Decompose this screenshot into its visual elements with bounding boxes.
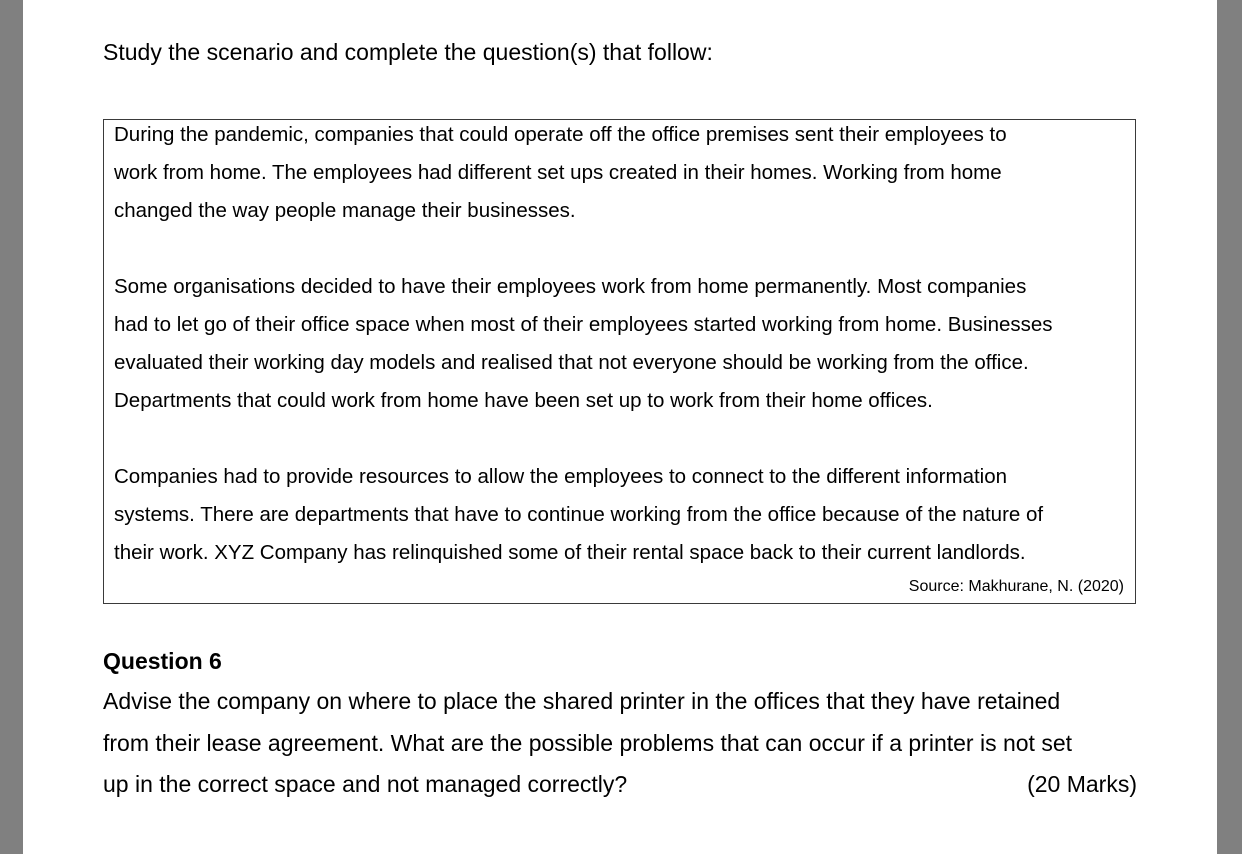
scenario-line: Departments that could work from home have been set up to work from their home offices. [114, 389, 933, 412]
scenario-box [103, 119, 1136, 604]
question-body [103, 681, 1137, 806]
question-line: from their lease agreement. What are the possible problems that can occur if a printer is not set [103, 729, 1073, 756]
scenario-paragraph-3 [114, 458, 1043, 572]
scenario-line: their work. XYZ Company has relinquished some of their rental space back to their current landlords. [114, 541, 1026, 564]
scenario-line: Companies had to provide resources to allow the employees to connect to the different information [114, 465, 1008, 488]
document-page [23, 0, 1217, 854]
scenario-line: evaluated their working day models and realised that not everyone should be working from the office. [114, 351, 1029, 374]
scenario-line: systems. There are departments that have to continue working from the office because of the nature of [114, 503, 1044, 526]
scenario-line: Some organisations decided to have their employees work from home permanently. Most companies [114, 275, 1027, 298]
question-line: Advise the company on where to place the shared printer in the offices that they have retained [103, 688, 1061, 714]
scenario-paragraph-1 [114, 116, 1007, 230]
scenario-paragraph-2 [114, 268, 1053, 420]
question-line-last [103, 764, 1137, 806]
instruction-text: Study the scenario and complete the question(s) that follow: [103, 39, 713, 65]
marks-label: (20 Marks) [1027, 771, 1137, 797]
question-line: up in the correct space and not managed correctly? [103, 771, 628, 797]
scenario-line: work from home. The employees had different set ups created in their homes. Working from home [114, 161, 1002, 184]
question-title: Question 6 [103, 648, 222, 674]
scenario-line: During the pandemic, companies that could operate off the office premises sent their employees to [114, 123, 1007, 146]
scenario-line: changed the way people manage their businesses. [114, 199, 576, 222]
scenario-line: had to let go of their office space when most of their employees started working from home. Businesses [114, 313, 1053, 336]
source-citation: Source: Makhurane, N. (2020) [908, 578, 1124, 595]
